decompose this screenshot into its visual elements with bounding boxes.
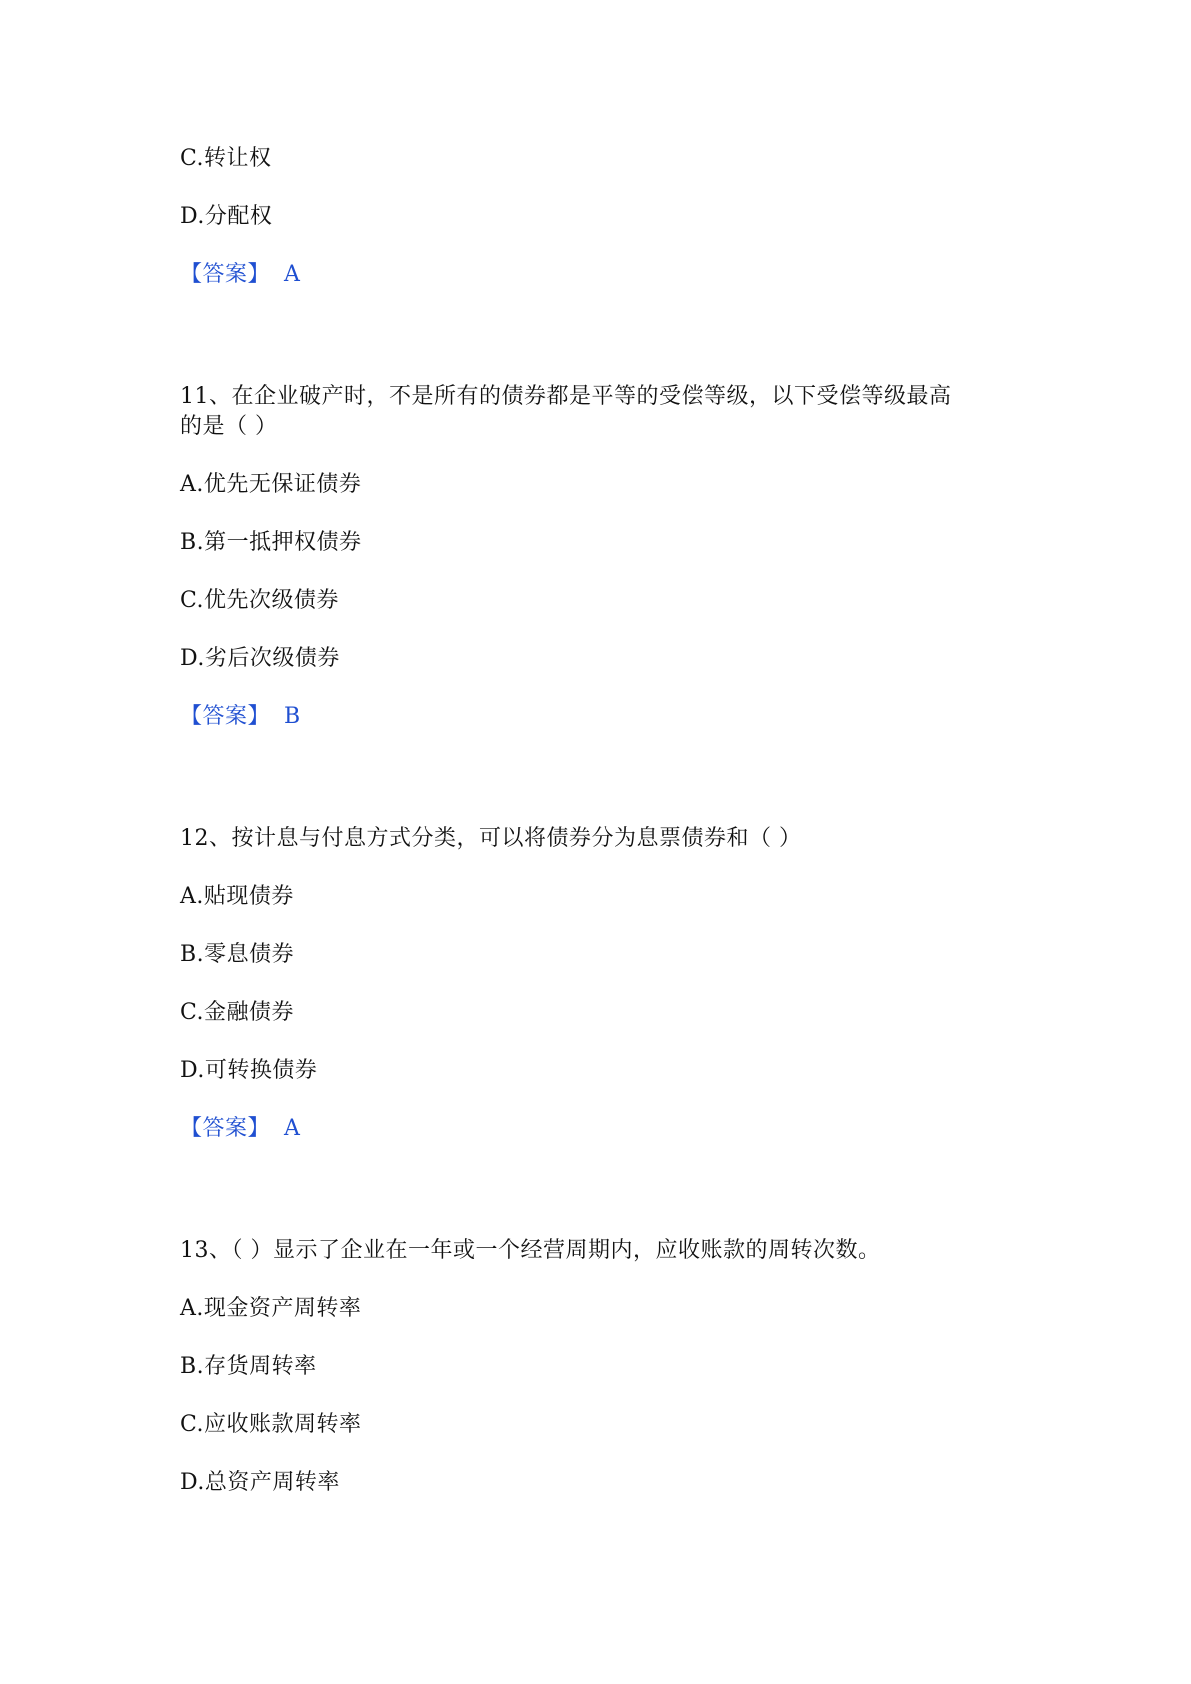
answer-line: [180, 702, 301, 732]
option-d: D.可转换债券: [180, 1058, 318, 1083]
answer-line: [180, 260, 300, 290]
answer-value: A: [284, 262, 301, 287]
question-text: 12、按计息与付息方式分类，可以将债券分为息票债券和（ ）: [180, 826, 802, 851]
question-text: 11、在企业破产时，不是所有的债券都是平等的受偿等级，以下受偿等级最高: [180, 384, 952, 409]
answer-value: B: [284, 704, 301, 729]
answer-line: [180, 1114, 300, 1144]
option-a: A.现金资产周转率: [180, 1296, 362, 1321]
option-c: C.优先次级债券: [180, 588, 340, 613]
option-b: B.第一抵押权债券: [180, 530, 362, 555]
answer-label: 【答案】: [180, 262, 271, 287]
question-text: 13、（ ）显示了企业在一年或一个经营周期内，应收账款的周转次数。: [180, 1238, 881, 1263]
answer-label: 【答案】: [180, 704, 271, 729]
answer-value: A: [284, 1116, 301, 1141]
option-d: D.总资产周转率: [180, 1470, 340, 1495]
option-c: C.金融债券: [180, 1000, 295, 1025]
option-c: C.应收账款周转率: [180, 1412, 362, 1437]
option-c: C.转让权: [180, 146, 272, 171]
option-b: B.存货周转率: [180, 1354, 317, 1379]
option-d: D.分配权: [180, 204, 273, 229]
option-d: D.劣后次级债券: [180, 646, 340, 671]
option-a: A.优先无保证债券: [180, 472, 362, 497]
option-b: B.零息债券: [180, 942, 295, 967]
option-a: A.贴现债券: [180, 884, 294, 909]
question-text-continued: 的是（ ）: [180, 414, 278, 439]
answer-label: 【答案】: [180, 1116, 271, 1141]
